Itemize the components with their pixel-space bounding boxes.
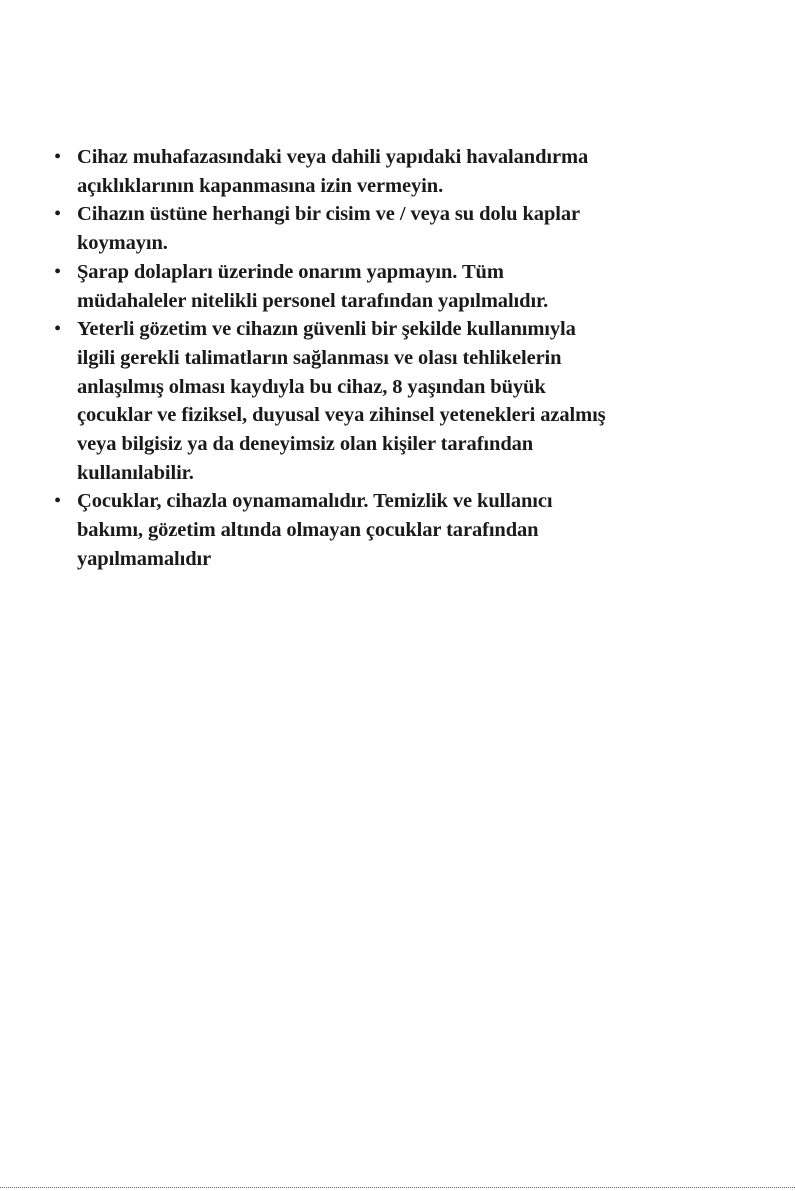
bullet-line: yapılmamalıdır xyxy=(77,547,212,570)
bullet-line: Çocuklar, cihazla oynamamalıdır. Temizlik ve kullanıcı xyxy=(77,490,553,513)
bullet-dot-icon: • xyxy=(54,146,62,168)
bullet-line: veya bilgisiz ya da deneyimsiz olan kişiler tarafından xyxy=(77,433,534,456)
bullet-line: kullanılabilir. xyxy=(77,461,194,484)
bullet-line: açıklıklarının kapanmasına izin vermeyin. xyxy=(77,174,444,197)
bullet-line: koymayın. xyxy=(77,232,168,255)
page-bottom-divider xyxy=(0,1187,795,1188)
bullet-line: Yeterli gözetim ve cihazın güvenli bir şekilde kullanımıyla xyxy=(77,318,576,341)
bullet-line: müdahaleler nitelikli personel tarafından yapılmalıdır. xyxy=(77,289,549,312)
bullet-line: anlaşılmış olması kaydıyla bu cihaz, 8 yaşından büyük xyxy=(77,375,546,398)
bullet-item-objects-on-top xyxy=(52,200,787,257)
bullet-dot-icon: • xyxy=(54,318,62,341)
bullet-line: Şarap dolapları üzerinde onarım yapmayın. Tüm xyxy=(77,260,504,283)
bullet-item-repairs xyxy=(52,258,787,315)
bullet-line: Cihaz muhafazasındaki veya dahili yapıdaki havalandırma xyxy=(77,146,589,168)
bullet-item-supervision xyxy=(52,315,787,487)
bullet-item-children xyxy=(52,487,787,573)
bullet-item-ventilation xyxy=(52,143,787,200)
bullet-line: Cihazın üstüne herhangi bir cisim ve / veya su dolu kaplar xyxy=(77,203,580,226)
bullet-dot-icon: • xyxy=(54,203,62,226)
bullet-dot-icon: • xyxy=(54,260,62,283)
bullet-line: bakımı, gözetim altında olmayan çocuklar tarafından xyxy=(77,519,539,542)
bullet-line: ilgili gerekli talimatların sağlanması ve olası tehlikelerin xyxy=(77,346,562,369)
bullet-line: çocuklar ve fiziksel, duyusal veya zihinsel yetenekleri azalmış xyxy=(77,404,606,427)
bullet-dot-icon: • xyxy=(54,490,62,513)
safety-bullet-list xyxy=(52,143,787,574)
